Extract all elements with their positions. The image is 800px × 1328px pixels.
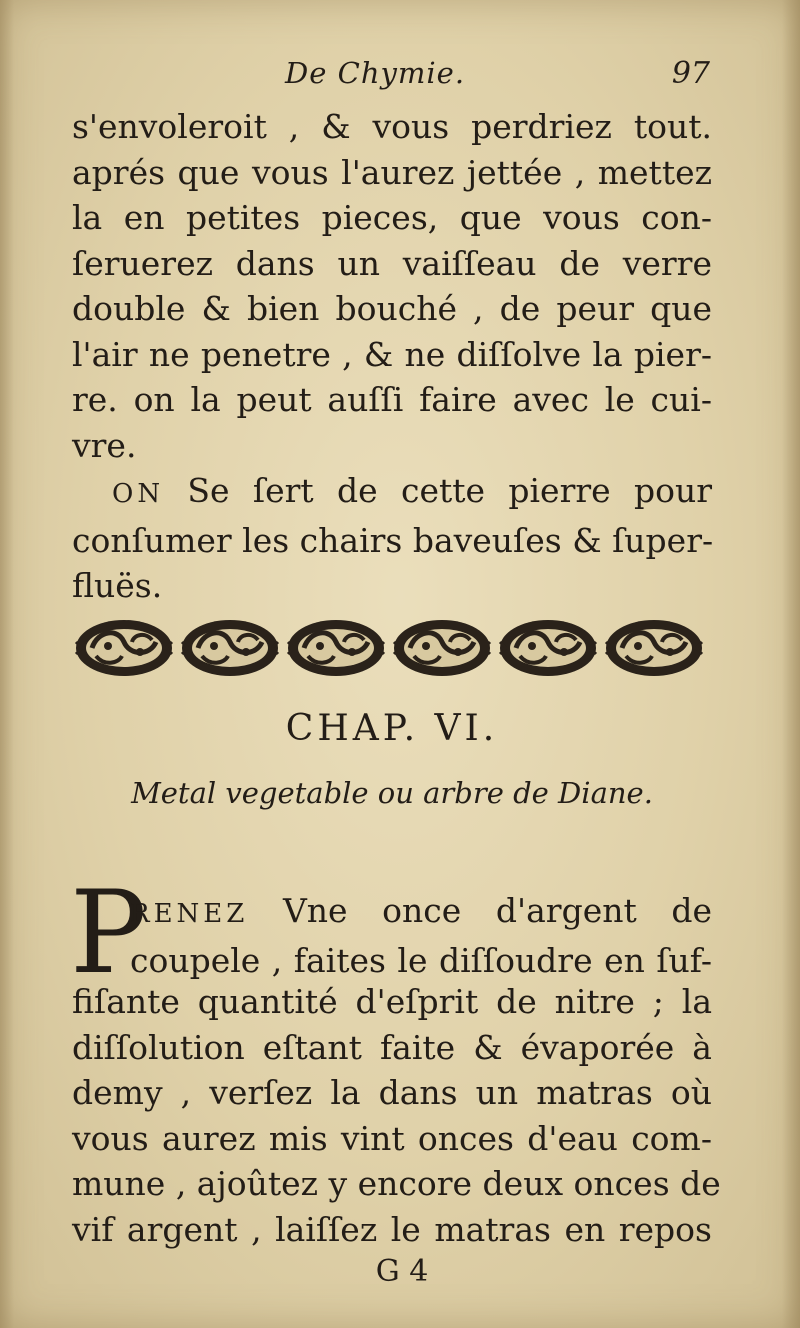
- line-text: Vne once d'argent de: [282, 891, 712, 930]
- first-word-smallcaps: RENEZ: [130, 899, 249, 929]
- text-line: vre.: [72, 425, 137, 465]
- drop-cap: P: [70, 866, 147, 999]
- text-line: [72, 468, 712, 518]
- page-left-edge: [0, 0, 14, 1328]
- text-line: la en petites pieces, que vous con-: [72, 198, 712, 237]
- text-line: double & bien bouché , de peur que: [72, 289, 712, 328]
- text-line: conſumer les chairs baveuſes & ſuper-: [72, 520, 714, 560]
- paragraph-prenez-body: [72, 979, 721, 1252]
- ornament-unit: [288, 620, 384, 676]
- text-line: re. on la peut auſſi faire avec le cui-: [72, 380, 712, 419]
- text-line: mune , ajoûtez y encore deux onces de: [72, 1164, 721, 1203]
- ornament-band: [74, 612, 714, 684]
- ornament-unit: [606, 620, 702, 676]
- text-line: ſeruerez dans un vaiſſeau de verre: [72, 243, 712, 283]
- page-right-edge: [782, 0, 800, 1328]
- line-text: Se ſert de cette pierre pour: [187, 471, 713, 510]
- paragraph-continuation: [72, 104, 712, 468]
- paragraph-prenez-opening: [130, 888, 712, 983]
- running-title: De Chymie.: [285, 56, 466, 90]
- ornament-unit: [394, 620, 490, 676]
- chapter-subtitle: Metal vegetable ou arbre de Diane.: [131, 776, 653, 810]
- text-line: diſſolution eſtant faite & évaporée à: [72, 1027, 712, 1067]
- signature-mark: [72, 1254, 712, 1289]
- chapter-heading: CHAP. VI.: [285, 708, 499, 749]
- text-line: vous aurez mis vint onces d'eau com-: [72, 1118, 712, 1158]
- running-head: [70, 52, 710, 102]
- paragraph-initial: ON: [112, 479, 165, 509]
- ornament-unit: [76, 620, 172, 676]
- ornament-unit: [500, 620, 596, 676]
- text-line: fiſante quantité d'eſprit de nitre ; la: [72, 982, 712, 1021]
- text-line: [130, 888, 712, 938]
- text-line: fluës.: [72, 566, 163, 605]
- signature-text: G 4: [375, 1254, 429, 1289]
- text-line: l'air ne penetre , & ne diſſolve la pier-: [72, 334, 712, 374]
- text-line: coupele , faites le diſſoudre en ſuf-: [130, 940, 712, 980]
- ornament-unit: [182, 620, 278, 676]
- text-line: demy , verſez la dans un matras où: [72, 1073, 712, 1112]
- page-number: 97: [671, 56, 710, 91]
- text-line: aprés que vous l'aurez jettée , mettez: [72, 152, 712, 192]
- text-line: s'envoleroit , & vous perdriez tout.: [72, 107, 712, 146]
- text-line: vif argent , laiſſez le matras en repos: [72, 1209, 712, 1249]
- paragraph-on: [72, 468, 712, 609]
